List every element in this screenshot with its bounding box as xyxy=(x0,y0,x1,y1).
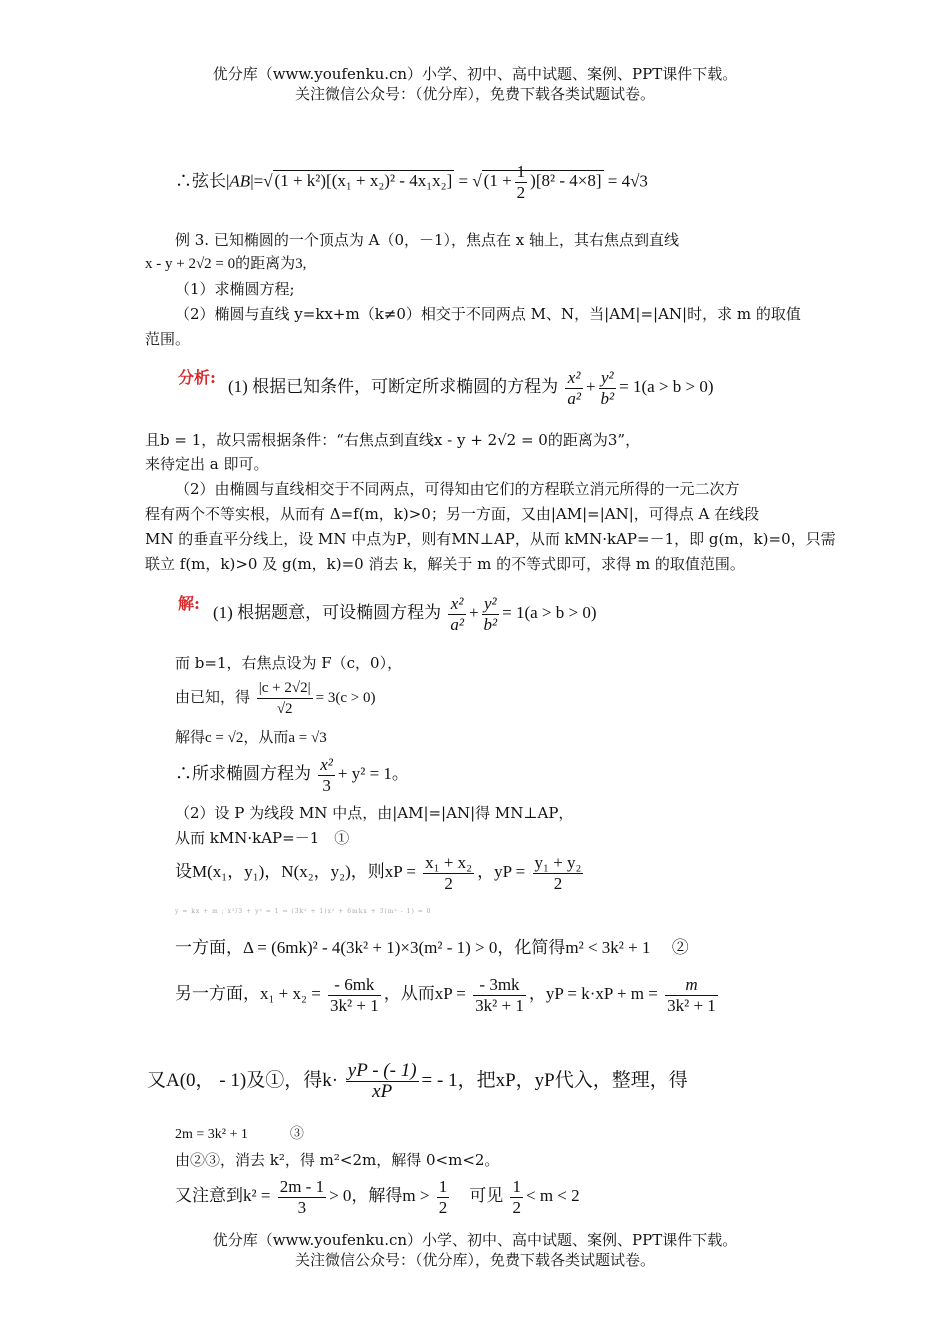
example-line2: x - y + 2√2 = 0的距离为3, xyxy=(145,256,307,272)
solution-s2: 而 b=1，右焦点设为 F（c，0）， xyxy=(175,654,403,672)
solution-s14: 由②③，消去 k²，得 m²<2m，解得 0<m<2。 xyxy=(175,1151,500,1169)
analysis-p6: MN 的垂直平分线上，设 MN 中点为P，则有MN⊥AP，从而 kMN·kAP=－1，即 g(m，k)=0，只需 xyxy=(145,530,836,548)
solution-s10: 一方面，Δ = (6mk)² - 4(3k² + 1)×3(m² - 1) > 0，化简得m² < 3k² + 1 ② xyxy=(175,938,689,957)
solution-s7: 从而 kMN·kAP=－1 ① xyxy=(175,829,350,847)
solution-s13: 2m = 3k² + 1 ③ xyxy=(175,1127,304,1142)
solution-s11: 另一方面，x₁ + x₂ = $\frac{- 6mk}{\text{3k² + 1}}$ ，从而xP = $\frac{- 3mk}{\text{3k² + 1}}$ ，yP = k·xP + m = $\frac{m}{\text{3k² + 1}}$ xyxy=(175,974,716,1015)
footer-line-1: 优分库（www.youfenku.cn）小学、初中、高中试题、案例、PPT课件下载。 xyxy=(212,1231,738,1249)
analysis-p7: 联立 f(m，k)>0 及 g(m，k)=0 消去 k，解关于 m 的不等式即可，求得 m 的取值范围。 xyxy=(145,555,745,573)
question-2-cont: 范围。 xyxy=(145,330,191,348)
header-line-2: 关注微信公众号：（优分库），免费下载各类试题试卷。 xyxy=(294,85,655,103)
analysis-p4: （2）由椭圆与直线相交于不同两点，可得知由它们的方程联立消元所得的一元二次方 xyxy=(175,480,740,498)
analysis-p5: 程有两个不等实根，从而有 Δ=f(m，k)>0；另一方面，又由|AM|=|AN|，可得点 A 在线段 xyxy=(145,505,760,523)
analysis-p3: 来待定出 a 即可。 xyxy=(145,455,269,473)
footer-line-2: 关注微信公众号：（优分库），免费下载各类试题试卷。 xyxy=(294,1251,655,1269)
solution-s3: 由已知，得 $\frac{|c + 2√2|}{√2}$ = 3(c > 0) xyxy=(175,680,376,718)
solution-s8: 设M(x₁，y₁)，N(x₂，y₂)，则xP = $\frac{\text{x₁ + x₂}}{2}$ ，yP = $\frac{\text{y₁ + y₂}}{2}$ xyxy=(175,852,582,893)
analysis-equation: (1) 根据已知条件，可断定所求椭圆的方程为 $\frac{\text{x²}}{\text{a²}}$ + $\frac{\text{y²}}{\text{b²}}$ = 1(a > b > 0) xyxy=(228,367,714,408)
solution-equation: (1) 根据题意，可设椭圆方程为 $\frac{\text{x²}}{\text{a²}}$ + $\frac{\text{y²}}{\text{b²}}$ = 1(a > b > 0) xyxy=(213,593,597,634)
solution-s5: ∴所求椭圆方程为 $\frac{\text{x²}}{3}$ + y² = 1。 xyxy=(175,754,409,795)
example-title: 例 3. 已知椭圆的一个顶点为 A（0，－1），焦点在 x 轴上，其右焦点到直线 xyxy=(175,231,680,249)
question-1: （1）求椭圆方程; xyxy=(175,280,295,298)
solution-s15: 又注意到k² = $\frac{2m - 1}{3}$ > 0，解得m > $\frac{1}{2}$ 可见 $\frac{1}{2}$ < m < 2 xyxy=(175,1176,580,1217)
analysis-p2: 且b = 1，故只需根据条件：“右焦点到直线x - y + 2√2 = 0的距离为3”， xyxy=(145,431,641,449)
chord-formula: ∴弦长|AB|=√ (1 + k²)[(x₁ + x₂)² - 4x₁x₂] = √ (1 + $\frac{1}{2}$ )[8² - 4×8] = 4√3 xyxy=(175,162,648,202)
question-2: （2）椭圆与直线 y=kx+m（k≠0）相交于不同两点 M、N，当|AM|=|AN|时，求 m 的取值 xyxy=(175,305,801,323)
header-line-1: 优分库（www.youfenku.cn）小学、初中、高中试题、案例、PPT课件下载。 xyxy=(212,65,738,83)
analysis-label: 分析: xyxy=(178,368,216,387)
solution-label: 解: xyxy=(178,594,200,613)
solution-s6: （2）设 P 为线段 MN 中点，由|AM|=|AN|得 MN⊥AP， xyxy=(175,804,574,822)
solution-s12: 又A(0， - 1)及①，得k· $\frac{yP - (- 1)}{xP}$ = - 1，把xP，yP代入，整理，得 xyxy=(147,1060,688,1103)
solution-system-blurred: y = kx + m ; x²/3 + y² = 1 ⇒ (3k² + 1)x² + 6mkx + 3(m² - 1) = 0 xyxy=(175,908,432,915)
solution-s4: 解得c = √2，从而a = √3 xyxy=(175,730,327,746)
